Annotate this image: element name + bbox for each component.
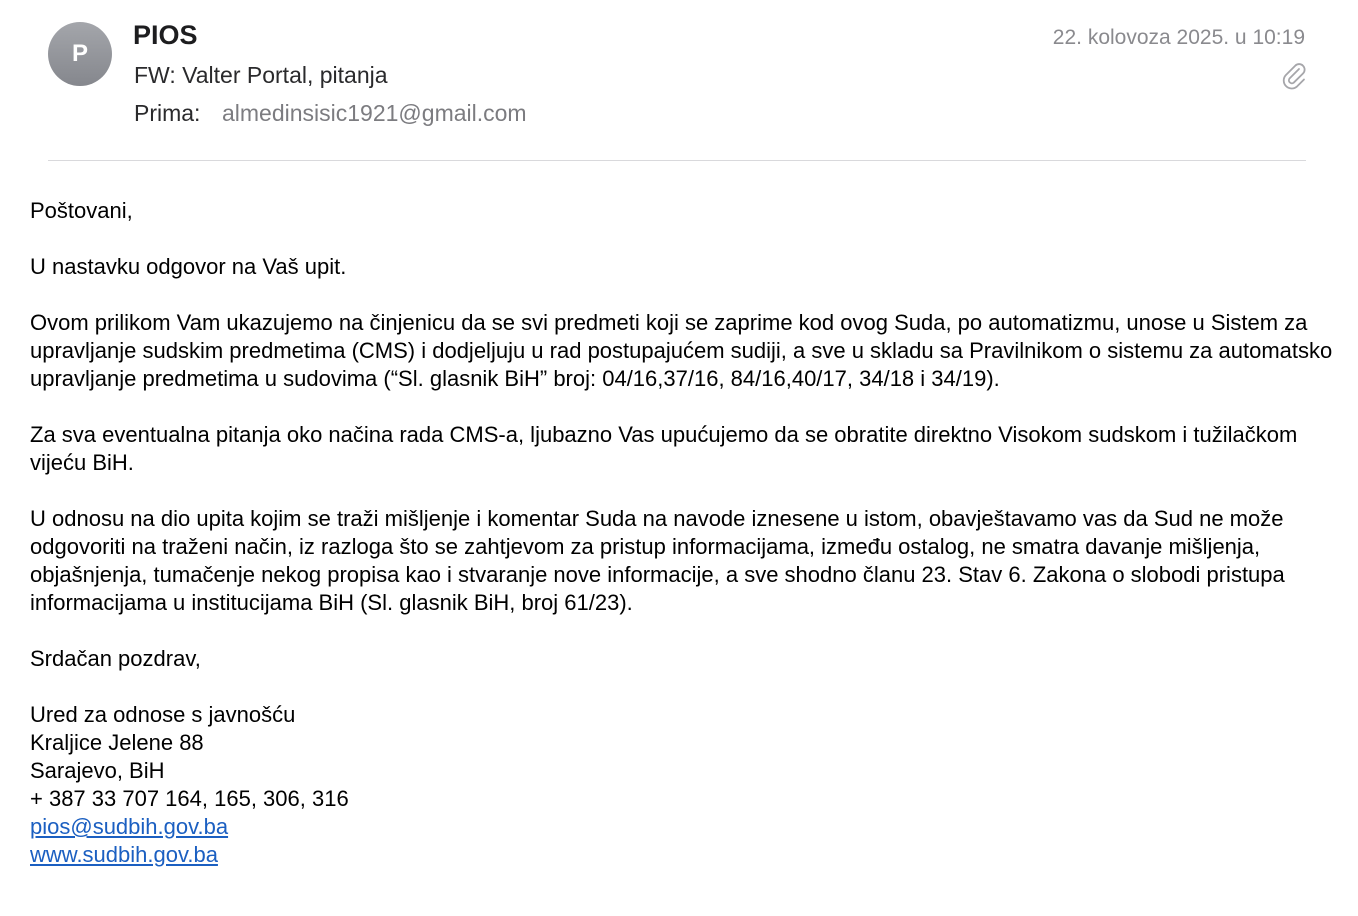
email-date: 22. kolovoza 2025. u 10:19: [1052, 26, 1305, 49]
signature-web-link[interactable]: www.sudbih.gov.ba: [30, 842, 218, 867]
signature-email-link[interactable]: pios@sudbih.gov.ba: [30, 814, 229, 839]
header-divider: [48, 160, 1306, 161]
recipient-row: [134, 100, 527, 127]
sender-avatar: [48, 22, 112, 86]
body-paragraph-3: Za sva eventualna pitanja oko načina rada CMS-a, ljubazno Vas upućujemo da se obratite direktno Visokom sudskom i tužilačkom vijeću BiH.: [30, 422, 1298, 475]
body-paragraph-1: U nastavku odgovor na Vaš upit.: [30, 254, 347, 279]
paperclip-icon[interactable]: [1280, 60, 1306, 90]
email-header: [0, 0, 1358, 162]
signature-phone: + 387 33 707 164, 165, 306, 316: [30, 786, 349, 811]
signature: [30, 701, 1335, 869]
email-body: [30, 197, 1335, 869]
signature-office: Ured za odnose s javnošću: [30, 702, 296, 727]
greeting: Poštovani,: [30, 198, 133, 223]
signature-city: Sarajevo, BiH: [30, 758, 165, 783]
recipient-address[interactable]: almedinsisic1921@gmail.com: [222, 100, 527, 126]
email-subject: FW: Valter Portal, pitanja: [134, 62, 388, 88]
recipient-label: Prima:: [134, 100, 201, 126]
body-paragraph-4: U odnosu na dio upita kojim se traži mišljenje i komentar Suda na navode iznesene u istom, obavještavamo vas da Sud ne može odgovoriti na traženi način, iz razloga što se zahtjevom za pristup informacijama, između ostalog, ne smatra davanje mišljenja, objašnjenja, tumačenje nekog propisa kao i stvaranje nove informacije, a sve shodno članu 23. Stav 6. Zakona o slobodi pristupa informacijama u institucijama BiH (Sl. glasnik BiH, broj 61/23).: [30, 506, 1285, 615]
closing: Srdačan pozdrav,: [30, 646, 201, 671]
body-paragraph-2: Ovom prilikom Vam ukazujemo na činjenicu da se svi predmeti koji se zaprime kod ovog Suda, po automatizmu, unose u Sistem za upravljanje sudskim predmetima (CMS) i dodjeljuju u rad postupajućem sudiji, a sve u skladu sa Pravilnikom o sistemu za automatsko upravljanje predmetima u sudovima (“Sl. glasnik BiH” broj: 04/16,37/16, 84/16,40/17, 34/18 i 34/19).: [30, 310, 1333, 391]
sender-name: PIOS: [133, 20, 198, 50]
signature-street: Kraljice Jelene 88: [30, 730, 204, 755]
avatar-initial: P: [71, 40, 88, 67]
